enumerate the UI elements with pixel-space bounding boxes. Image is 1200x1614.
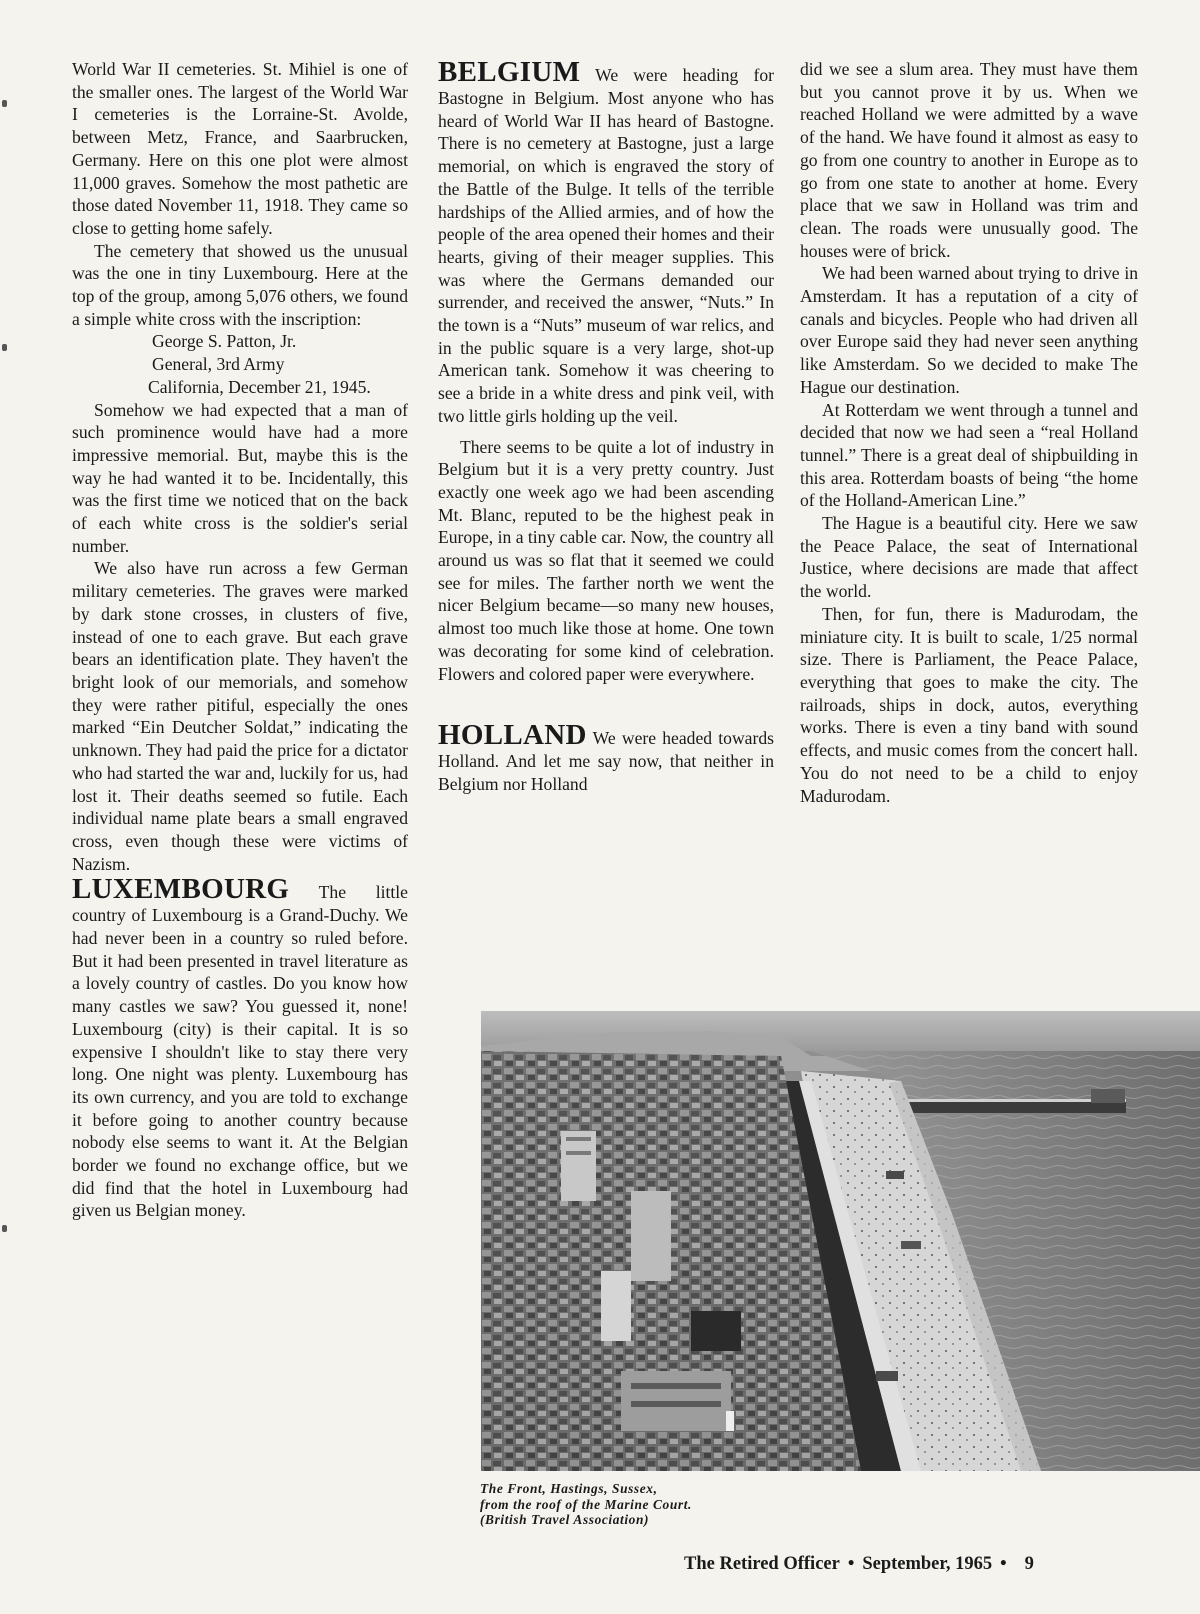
issue-date: September, 1965	[862, 1554, 993, 1574]
column-3	[800, 58, 1138, 807]
section-text: We were heading for Bastogne in Belgium. Most anyone who has heard of World War II has heard of Bastogne. There is no cemetery at Bastogne, just a large memorial, on which is engraved the story of the Battle of the Bulge. It tells of the terrible hardships of the Allied armies, and of how the people of the area opened their homes and their hearts, giving of their meager supplies. This was where the Germans demanded our surrender, and received the answer, “Nuts.” In the town is a “Nuts” museum of war relics, and in the public square is a very large, shot-up American tank. Somehow it was cheering to see a bride in a white dress and pink veil, with two little girls holding up the veil.	[438, 65, 774, 426]
scan-edge-mark	[2, 1225, 7, 1232]
paragraph: World War II cemeteries. St. Mihiel is one of the smaller ones. The largest of the World War I cemeteries is the Lorraine-St. Avolde, between Metz, France, and Saarbrucken, Germany. Here on this one plot were almost 11,000 graves. Somehow the most pathetic are those dated November 11, 1918. They came so close to getting home safely.	[72, 59, 408, 238]
section-heading: BELGIUM	[438, 56, 581, 88]
paragraph: The cemetery that showed us the unusual was the one in tiny Luxembourg. Here at the top of the group, among 5,076 others, we found a simple white cross with the inscription:	[72, 240, 408, 329]
section-text: The little country of Luxembourg is a Grand-Duchy. We had never been in a country so ruled before. But it had been presented in travel literature as a lovely country of castles. Do you know how many castles we saw? You guessed it, none! Luxembourg (city) is their capital. It is so expensive I shouldn't like to stay there very long. One night was plenty. Luxembourg has its own currency, and you are told to exchange it before going to another country because nobody else seems to want it. At the Belgian border we found no exchange office, but we did find that the hotel in Luxembourg had given us Belgian money.	[72, 882, 408, 1221]
section-heading: HOLLAND	[438, 719, 587, 752]
section-luxembourg	[72, 875, 408, 1222]
paragraph: We also have run across a few German military cemeteries. The graves were marked by dark stone crosses, in clusters of five, instead of one to each grave. But each grave bears an identification plate. They haven't the bright look of our memorials, and somehow they were rather pitiful, especially the ones marked “Ein Deutcher Soldat,” indicating the unknown. They had paid the price for a dictator who had started the war and, luckily for us, had lost it. Their deaths seemed so futile. Each individual name plate bears a small engraved cross, even though these were victims of Nazism.	[72, 558, 408, 874]
scan-edge-mark	[2, 344, 7, 351]
inscription-line: California, December 21, 1945.	[148, 376, 371, 397]
footer-bullet: •	[847, 1554, 855, 1574]
photo-illustration	[481, 1011, 1200, 1471]
inscription-line: George S. Patton, Jr.	[152, 331, 297, 352]
paragraph: did we see a slum area. They must have them but you cannot prove it by us. When we reached Holland we were admitted by a wave of the hand. We have found it almost as easy to go from one country to another in Europe as to go from one state to another at home. Every place that we saw in Holland was trim and clean. The roads were unusually good. The houses were of brick.	[800, 59, 1138, 261]
section-holland	[438, 721, 774, 795]
paragraph: Somehow we had expected that a man of such prominence would have had a more impressive memorial. But, maybe this is the way he had wanted it to be. Incidentally, this was the first time we noticed that on the back of each white cross is the soldier's serial number.	[72, 399, 408, 556]
paragraph: There seems to be quite a lot of industry in Belgium but it is a very pretty country. Just exactly one week ago we had been ascending Mt. Blanc, reputed to be the highest peak in Europe, in a tiny cable car. Now, the country all around us was so flat that it seemed we could see for miles. The farther north we went the nicer Belgium became—so many new houses, almost too much like those at home. One town was decorating for some kind of celebration. Flowers and colored paper were everywhere.	[438, 436, 774, 684]
inscription-line: General, 3rd Army	[152, 354, 285, 375]
photo-caption	[480, 1481, 820, 1528]
paragraph: We had been warned about trying to drive in Amsterdam. It has a reputation of a city of canals and bicycles. People who had driven all over Europe said they had never seen anything like Amsterdam. So we decided to make The Hague our destination.	[800, 263, 1138, 397]
paragraph: The Hague is a beautiful city. Here we saw the Peace Palace, the seat of International Justice, where decisions are made that affect the world.	[800, 513, 1138, 602]
caption-line: The Front, Hastings, Sussex,	[480, 1481, 658, 1496]
section-heading: LUXEMBOURG	[72, 873, 290, 906]
page-number: 9	[1024, 1554, 1034, 1574]
caption-line: (British Travel Association)	[480, 1512, 650, 1527]
section-belgium	[438, 58, 774, 428]
footer-bullet: •	[1000, 1554, 1007, 1574]
paragraph: Then, for fun, there is Madurodam, the miniature city. It is built to scale, 1/25 normal size. There is Parliament, the Peace Palace, everything that goes to make the city. The railroads, ships in dock, autos, everything works. There is even a tiny band with sound effects, and music comes from the concert hall. You do not need to be a child to enjoy Madurodam.	[800, 603, 1138, 806]
publication-name: The Retired Officer	[684, 1554, 840, 1574]
hastings-photo	[481, 1011, 1200, 1471]
column-1	[72, 58, 408, 1222]
page-footer	[684, 1554, 1144, 1575]
section-text: We were headed towards Holland. And let me say now, that neither in Belgium nor Holland	[438, 728, 774, 794]
paragraph: At Rotterdam we went through a tunnel and decided that now we had seen a “real Holland tunnel.” There is a great deal of shipbuilding in this area. Rotterdam boasts of being “the home of the Holland-American Line.”	[800, 399, 1138, 511]
caption-line: from the roof of the Marine Court.	[480, 1496, 692, 1512]
scan-edge-mark	[2, 100, 7, 107]
column-2	[438, 58, 774, 796]
